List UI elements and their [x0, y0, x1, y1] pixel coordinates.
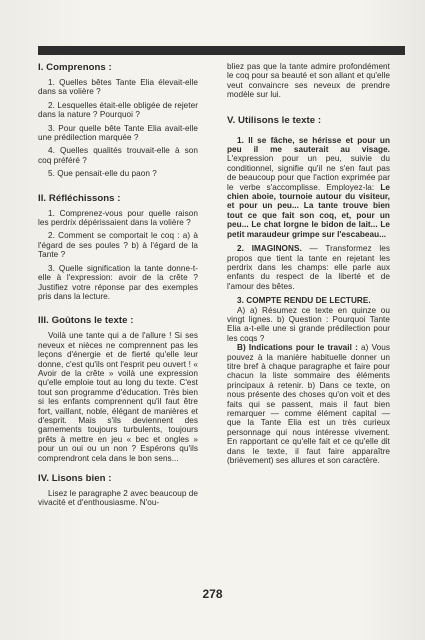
exercise-3-title: 3. COMPTE RENDU DE LECTURE.: [237, 296, 371, 306]
lisons-paragraph: Lisez le paragraphe 2 avec beaucoup de vivacité et d'enthousiasme. N'ou-: [38, 489, 198, 508]
exercise-3-part-b: [227, 343, 390, 465]
question-1: 1. Quelles bêtes Tante Elia élevait-elle dans sa volière ?: [38, 78, 198, 97]
exercise-1-examples: Le chien aboie, tournoie autour du visiteur, et pour un peu... La tante trouve bien tout ce que fait son coq, et, pour un peu... Le chat lorgne le bidon de lait... Le petit maraudeur grimpe sur l'escabeau...: [227, 182, 390, 239]
exercise-1-instructions: L'expression pour un peu, suivie du conditionnel, signifie qu'il ne s'en faut pas de beaucoup pour que l'action exprimée par le verbe s'accomplisse. Employez-la:: [227, 154, 390, 192]
reflection-3: 3. Quelle signification la tante donne-t-elle à l'expression: avoir de la crête ? Justifiez votre réponse par des exemples pris dans la lecture.: [38, 263, 198, 301]
section-utilisons-title: V. Utilisons le texte :: [227, 114, 322, 126]
question-4: 4. Quelles qualités trouvait-elle à son coq préféré ?: [38, 146, 198, 165]
exercise-3: [227, 296, 390, 465]
section-comprenons-title: I. Comprenons :: [38, 62, 112, 73]
exercise-3-part-b-text: a) Vous pouvez à la manière habituelle donner un titre bref à chaque paragraphe et faire pour chacun la liste sommaire des éléments principaux à retenir. b) Dans ce texte, on nous présente des choses qu'on voit et des faits qui se passent, mais il faut bien remarquer — comme élément capital — que la Tante Elia est un très curieux personnage qui nous intéresse vivement. En rapportant ce qu'elle fait et ce qu'elle dit dans le texte, il faut faire apparaître (brièvement) ses allures et son caractère.: [227, 343, 390, 466]
goutons-paragraph: Voilà une tante qui a de l'allure ! Si ses neveux et nièces ne comprennent pas les leçons d'énergie et de fierté qu'elle leur donne, c'est qu'ils ont l'esprit peu ouvert ! « Avoir de la crête » voilà une expression qu'elle emploie tout au long du texte. C'est tout son programme d'éducation. Très bien si les enfants comprennent qu'il faut être fort, vaillant, noble, élégant de manières et d'esprit. Mais s'ils deviennent des garnements toujours turbulents, toujours prêts à mettre en jeu « bec et ongles » pour un oui ou un non ? Espérons qu'ils comprendront cela dans le bon sens...: [38, 331, 198, 463]
reflection-1: 1. Comprenez-vous pour quelle raison les perdrix dépérissaient dans la volière ?: [38, 208, 198, 228]
exercise-2: [227, 244, 390, 291]
header-rule: [38, 46, 405, 55]
reflection-2: 2. Comment se comportait le coq : a) à l'égard de ses poules ? b) à l'égard de la Tante ?: [38, 231, 198, 260]
section-reflechissons-title: II. Réfléchissons :: [38, 192, 121, 204]
exercise-3-part-b-title: B) Indications pour le travail :: [237, 343, 358, 353]
question-2: 2. Lesquelles était-elle obligée de rejeter dans la nature ? Pourquoi ?: [38, 100, 198, 120]
continuation-paragraph: bliez pas que la tante admire profondément le coq pour sa beauté et son allant et qu'elle veut convaincre ses neveux de prendre modèle sur lui.: [227, 62, 390, 100]
exercise-3-part-a: A) a) Résumez ce texte en quinze ou vingt lignes. b) Question : Pourquoi Tante Elia a-t-elle une si grande prédilection pour les coqs ?: [227, 305, 390, 343]
right-column: [227, 62, 390, 470]
question-5: 5. Que pensait-elle du paon ?: [48, 169, 157, 179]
left-column: [38, 62, 198, 513]
section-lisons-title: IV. Lisons bien :: [38, 473, 112, 484]
exercise-2-title: 2. IMAGINONS.: [237, 244, 302, 254]
page-number: 278: [202, 587, 223, 601]
section-goutons-title: III. Goûtons le texte :: [38, 315, 134, 327]
exercise-2-text: — Transformez les propos que tient la tante en rejetant les perdrix dans les champs: elle parle aux enfants du respect de la liberté et de l'amour des bêtes.: [227, 244, 390, 291]
exercise-1: [227, 136, 390, 239]
question-3: 3. Pour quelle bête Tante Elia avait-elle une prédilection marquée ?: [38, 123, 198, 143]
exercise-1-quote: 1. Il se fâche, se hérisse et pour un peu il me sauterait au visage.: [227, 135, 390, 155]
